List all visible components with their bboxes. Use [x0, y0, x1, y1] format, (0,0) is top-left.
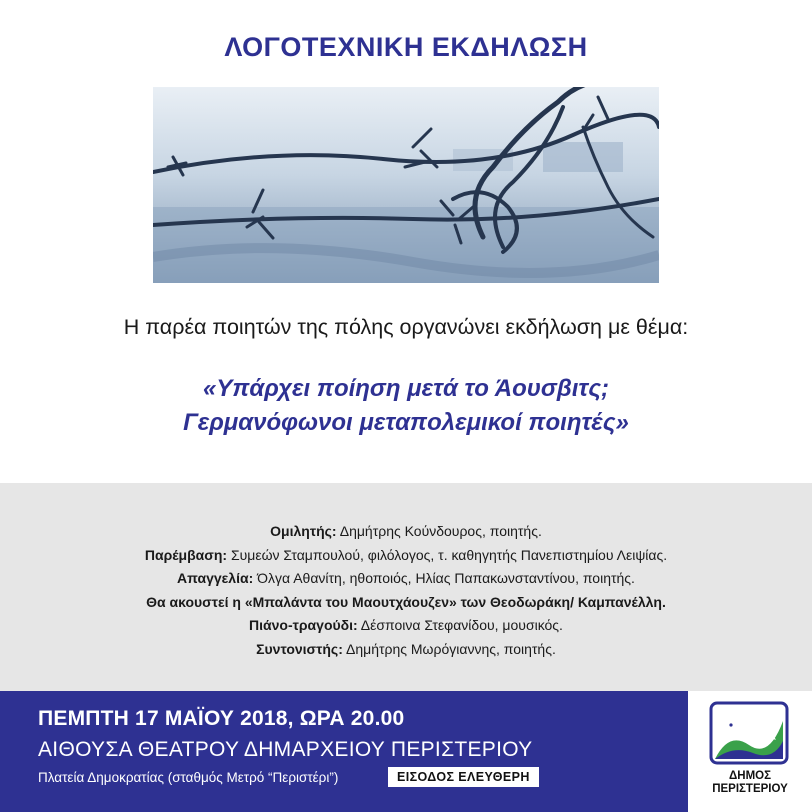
event-topic [0, 372, 812, 440]
program-label: Ομιλητής: [270, 523, 337, 539]
program-label: Απαγγελία: [177, 570, 254, 587]
logo-line-2: ΠΕΡΙΣΤΕΡΙΟΥ [712, 783, 788, 795]
program-text: Δημήτρης Κούνδουρος, ποιητής. [336, 523, 542, 539]
event-info-band [0, 691, 688, 812]
event-venue: ΑΙΘΟΥΣΑ ΘΕΑΤΡΟΥ ΔΗΜΑΡΧΕΙΟΥ ΠΕΡΙΣΤΕΡΙΟΥ [38, 738, 533, 761]
event-date: ΠΕΜΠΤΗ 17 ΜΑΪΟΥ 2018, ΩΡΑ 20.00 [38, 707, 405, 730]
program-text: Δημήτρης Μωρόγιαννης, ποιητής. [342, 640, 556, 657]
free-entry-badge: ΕΙΣΟΔΟΣ ΕΛΕΥΘΕΡΗ [388, 767, 539, 787]
program-line-ballad [0, 591, 812, 615]
barbed-wire-image [153, 87, 659, 283]
program-label: Θα ακουστεί η «Μπαλάντα του Μαουτχάουζεν» των Θεοδωράκη/ Καμπανέλλη. [146, 593, 666, 610]
program-line-recitation [0, 567, 812, 591]
event-address: Πλατεία Δημοκρατίας (σταθμός Μετρό “Περιστέρι”) [38, 770, 339, 785]
program-line-intervention [0, 544, 812, 568]
program-label: Συντονιστής: [256, 640, 343, 657]
program-text: Δέσποινα Στεφανίδου, μουσικός. [357, 617, 563, 634]
topic-line-1: «Υπάρχει ποίηση μετά το Άουσβιτς; [202, 375, 609, 402]
barbed-wire-photo [153, 87, 659, 283]
program-text: Όλγα Αθανίτη, ηθοποιός, Ηλίας Παπακωνσταντίνου, ποιητής. [253, 570, 635, 587]
intro-text: Η παρέα ποιητών της πόλης οργανώνει εκδήλωση με θέμα: [123, 315, 689, 339]
program-label: Παρέμβαση: [144, 546, 228, 563]
program-label: Πιάνο-τραγούδι: [249, 617, 358, 634]
municipality-name [688, 770, 812, 796]
program-list [0, 520, 812, 662]
topic-line-2: Γερμανόφωνοι μεταπολεμικοί ποιητές» [183, 409, 629, 436]
program-text: Συμεών Σταμπουλού, φιλόλογος, τ. καθηγητής Πανεπιστημίου Λειψίας. [227, 546, 668, 563]
program-line-piano [0, 614, 812, 638]
program-line-speaker [0, 520, 812, 544]
municipality-logo [688, 691, 812, 812]
logo-line-1: ΔΗΜΟΣ [729, 770, 771, 782]
event-title: ΛΟΓΟΤΕΧΝΙΚΗ ΕΚΔΗΛΩΣΗ [224, 32, 588, 62]
dove-icon [709, 701, 789, 765]
program-line-coordinator [0, 638, 812, 662]
